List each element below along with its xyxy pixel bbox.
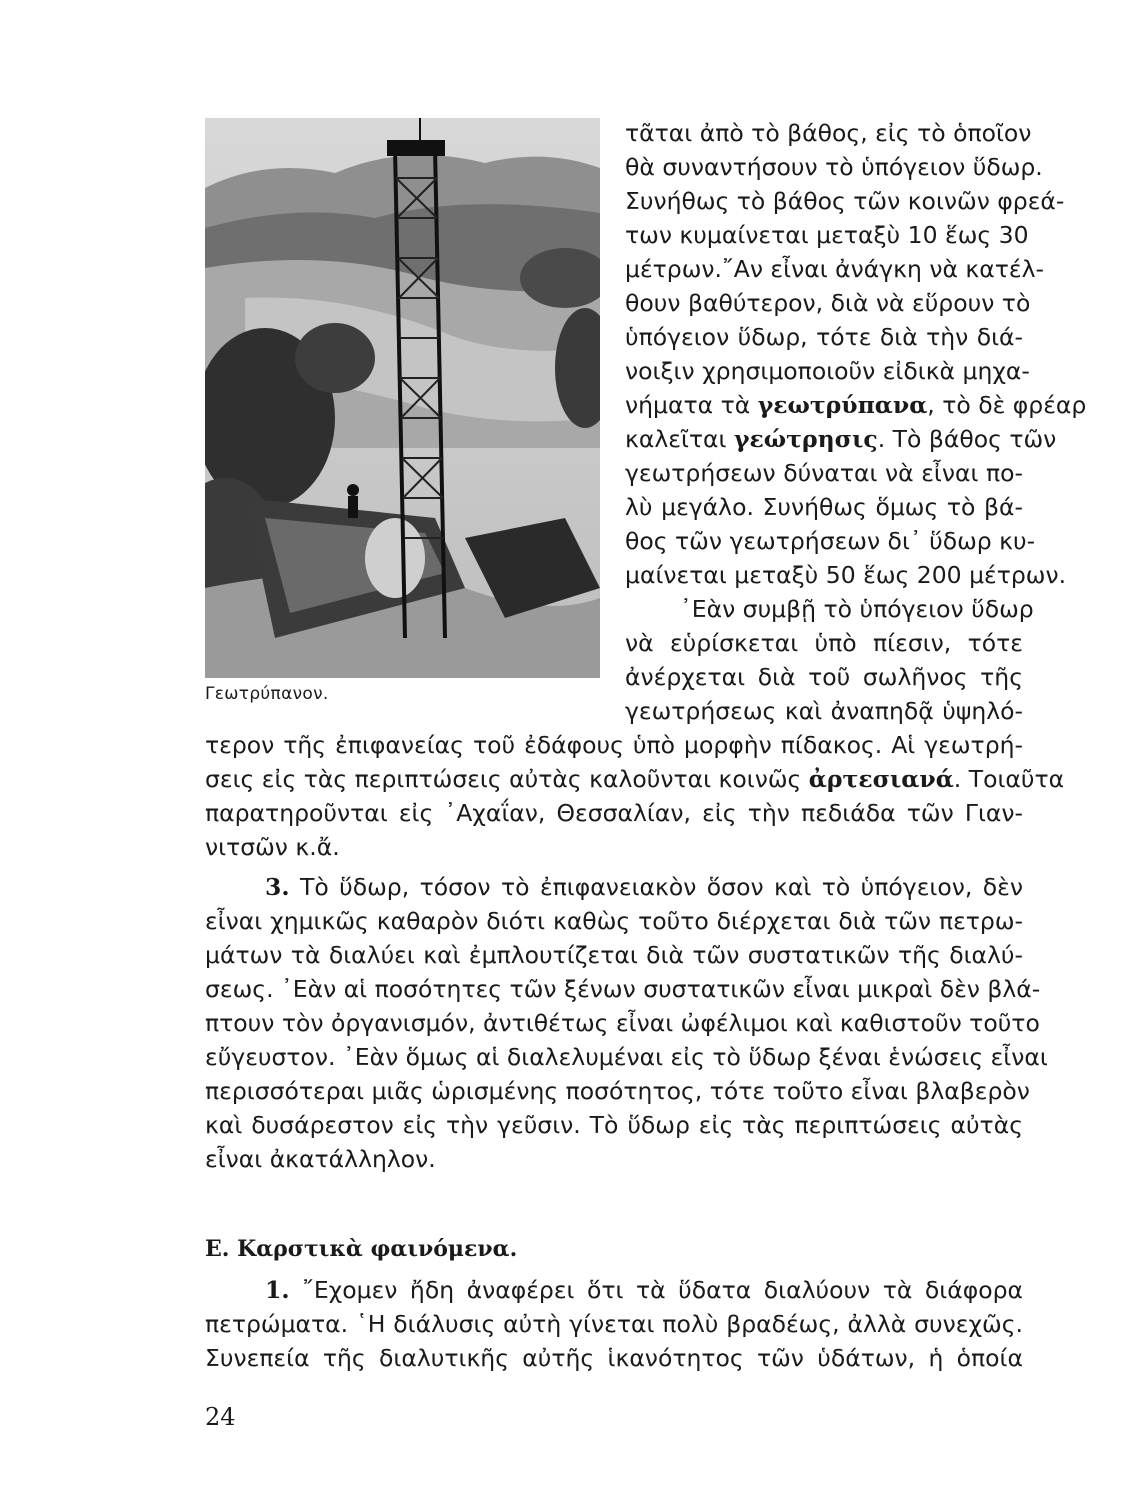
text-segment: καλεῖται [625, 425, 734, 453]
text-segment: Τὸ ὕδωρ, τόσον τὸ ἐπιφανειακὸν ὅσον καὶ τὸ ὑπόγειον, δὲν [299, 873, 1023, 901]
text-line: τερον τῆς ἐπιφανείας τοῦ ἐδάφους ὑπὸ μορφὴν πίδακος. Αἱ γεωτρή- [205, 731, 1023, 759]
page-number: 24 [205, 1403, 236, 1431]
text-segment: σεις εἰς τὰς περιπτώσεις αὐτὰς καλοῦνται κοινῶς [205, 765, 809, 793]
text-line: ἀνέρχεται διὰ τοῦ σωλῆνος τῆς [625, 663, 1023, 691]
figure-caption: Γεωτρύπανον. [205, 684, 329, 704]
text-line: Συνήθως τὸ βάθος τῶν κοινῶν φρεά- [625, 187, 1065, 215]
text-line [625, 388, 1087, 422]
text-line: νὰ εὑρίσκεται ὑπὸ πίεσιν, τότε [625, 629, 1023, 657]
text-line: Συνεπεία τῆς διαλυτικῆς αὐτῆς ἱκανότητος τῶν ὑδάτων, ἡ ὁποία [205, 1344, 1023, 1372]
paragraph-number: 3. [265, 873, 290, 901]
text-line: ᾽Εὰν συμβῇ τὸ ὑπόγειον ὕδωρ [680, 595, 1034, 623]
section-heading: Ε. Καρστικὰ φαινόμενα. [205, 1236, 518, 1262]
text-line: θουν βαθύτερον, διὰ νὰ εὕρουν τὸ [625, 289, 1031, 317]
text-line: τᾶται ἀπὸ τὸ βάθος, εἰς τὸ ὁποῖον [625, 119, 1032, 147]
text-line: εὔγευστον. ᾽Εὰν ὅμως αἱ διαλελυμέναι εἰς τὸ ὕδωρ ξέναι ἑνώσεις εἶναι [205, 1043, 1048, 1071]
text-line: πτουν τὸν ὀργανισμόν, ἀντιθέτως εἶναι ὠφέλιμοι καὶ καθιστοῦν τοῦτο [205, 1009, 1040, 1037]
term-artesiana: ἀρτεσιανά [808, 765, 954, 793]
term-geotrisis: γεώτρησις [733, 425, 878, 453]
text-segment: ῎Εχομεν ἤδη ἀναφέρει ὅτι τὰ ὕδατα διαλύουν τὰ διάφορα [302, 1276, 1023, 1304]
text-line: γεωτρήσεως καὶ ἀναπηδᾷ ὑψηλό- [625, 697, 1023, 725]
text-line: νοιξιν χρησιμοποιοῦν εἰδικὰ μηχα- [625, 357, 1030, 385]
text-line: λὺ μεγάλο. Συνήθως ὅμως τὸ βά- [625, 493, 1023, 521]
text-line: θος τῶν γεωτρήσεων δι᾽ ὕδωρ κυ- [625, 527, 1036, 555]
text-line: μέτρων.῎Αν εἶναι ἀνάγκη νὰ κατέλ- [625, 255, 1045, 283]
text-line: θὰ συναντήσουν τὸ ὑπόγειον ὕδωρ. [625, 153, 1043, 181]
text-line [625, 422, 1057, 456]
drilling-rig-photo [205, 118, 600, 678]
text-segment: . Τὸ βάθος τῶν [877, 425, 1057, 453]
text-line: νιτσῶν κ.ἄ. [205, 833, 340, 861]
paragraph-first-line [265, 870, 1023, 904]
term-geotrypana: γεωτρύπανα [757, 391, 928, 419]
text-segment: νήματα τὰ [625, 391, 758, 419]
text-segment: . Τοιαῦτα [953, 765, 1065, 793]
text-line: εἶναι ἀκατάλληλον. [205, 1145, 436, 1173]
text-line: περισσότεραι μιᾶς ὡρισμένης ποσότητος, τότε τοῦτο εἶναι βλαβερὸν [205, 1077, 1030, 1105]
paragraph-number: 1. [265, 1276, 290, 1304]
text-line: πετρώματα. ῾Η διάλυσις αὐτὴ γίνεται πολὺ βραδέως, ἀλλὰ συνεχῶς. [205, 1310, 1023, 1338]
text-line: σεως. ᾽Εὰν αἱ ποσότητες τῶν ξένων συστατικῶν εἶναι μικραὶ δὲν βλά- [205, 975, 1041, 1003]
text-line: ὑπόγειον ὕδωρ, τότε διὰ τὴν διά- [625, 323, 1023, 351]
text-line: μαίνεται μεταξὺ 50 ἕως 200 μέτρων. [625, 561, 1067, 589]
drilling-rig-illustration [205, 118, 600, 678]
text-line: των κυμαίνεται μεταξὺ 10 ἕως 30 [625, 221, 1029, 249]
paragraph-first-line [265, 1273, 1023, 1307]
text-line: γεωτρήσεων δύναται νὰ εἶναι πο- [625, 459, 1023, 487]
text-line: καὶ δυσάρεστον εἰς τὴν γεῦσιν. Τὸ ὕδωρ εἰς τὰς περιπτώσεις αὐτὰς [205, 1111, 1023, 1139]
text-line: μάτων τὰ διαλύει καὶ ἐμπλουτίζεται διὰ τῶν συστατικῶν τῆς διαλύ- [205, 941, 1023, 969]
text-line [205, 762, 1065, 796]
text-line: παρατηροῦνται εἰς ᾽Αχαΐαν, Θεσσαλίαν, εἰς τὴν πεδιάδα τῶν Γιαν- [205, 799, 1023, 827]
text-segment: , τὸ δὲ φρέαρ [927, 391, 1087, 419]
text-line: εἶναι χημικῶς καθαρὸν διότι καθὼς τοῦτο διέρχεται διὰ τῶν πετρω- [205, 907, 1023, 935]
